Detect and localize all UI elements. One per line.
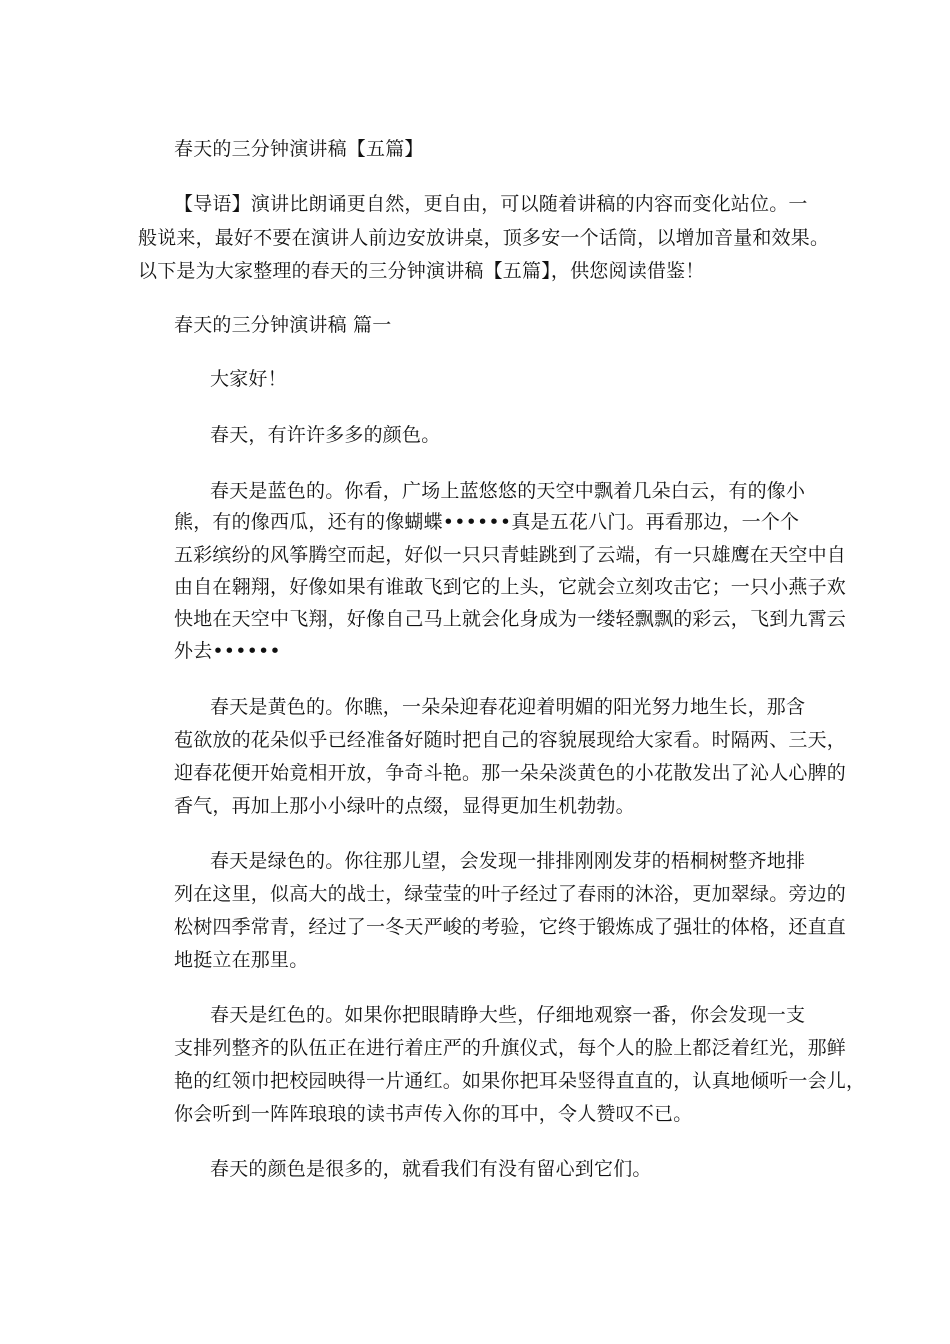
paragraph-2-line: 熊，有的像西瓜，还有的像蝴蝶••••••真是五花八门。再看那边，一个个 — [174, 511, 800, 533]
paragraph-3-line: 苞欲放的花朵似乎已经准备好随时把自己的容貌展现给大家看。时隔两、三天， — [174, 729, 847, 751]
paragraph-2-line: 由自在翱翔，好像如果有谁敢飞到它的上头，它就会立刻攻击它；一只小燕子欢 — [174, 576, 847, 598]
greeting: 大家好！ — [210, 368, 287, 390]
intro-line: 【导语】演讲比朗诵更自然，更自由，可以随着讲稿的内容而变化站位。一 — [174, 193, 808, 215]
paragraph-5-line: 艳的红领巾把校园映得一片通红。如果你把耳朵竖得直直的，认真地倾听一会儿， — [174, 1070, 866, 1092]
paragraph-6: 春天的颜色是很多的，就看我们有没有留心到它们。 — [210, 1158, 652, 1180]
paragraph-4-line: 春天是绿色的。你往那儿望，会发现一排排刚刚发芽的梧桐树整齐地排 — [210, 850, 806, 872]
paragraph-2-line: 春天是蓝色的。你看，广场上蓝悠悠的天空中飘着几朵白云，有的像小 — [210, 480, 806, 502]
paragraph-1: 春天，有许许多多的颜色。 — [210, 424, 441, 446]
paragraph-5-line: 支排列整齐的队伍正在进行着庄严的升旗仪式，每个人的脸上都泛着红光，那鲜 — [174, 1037, 847, 1059]
paragraph-3-line: 香气，再加上那小小绿叶的点缀，显得更加生机勃勃。 — [174, 795, 635, 817]
paragraph-3-line: 春天是黄色的。你瞧，一朵朵迎春花迎着明媚的阳光努力地生长，那含 — [210, 696, 806, 718]
paragraph-4-line: 地挺立在那里。 — [174, 949, 309, 971]
paragraph-2-line: 外去•••••• — [174, 640, 281, 662]
paragraph-4-line: 列在这里，似高大的战士，绿莹莹的叶子经过了春雨的沐浴，更加翠绿。旁边的 — [174, 883, 847, 905]
paragraph-2-line: 快地在天空中飞翔，好像自己马上就会化身成为一缕轻飘飘的彩云，飞到九霄云 — [174, 608, 847, 630]
paragraph-5-line: 你会听到一阵阵琅琅的读书声传入你的耳中，令人赞叹不已。 — [174, 1103, 693, 1125]
paragraph-4-line: 松树四季常青，经过了一冬天严峻的考验，它终于锻炼成了强壮的体格，还直直 — [174, 916, 847, 938]
paragraph-3-line: 迎春花便开始竟相开放，争奇斗艳。那一朵朵淡黄色的小花散发出了沁人心脾的 — [174, 762, 847, 784]
paragraph-5-line: 春天是红色的。如果你把眼睛睁大些，仔细地观察一番，你会发现一支 — [210, 1004, 806, 1026]
paragraph-2-line: 五彩缤纷的风筝腾空而起，好似一只只青蛙跳到了云端，有一只雄鹰在天空中自 — [174, 544, 847, 566]
section-title: 春天的三分钟演讲稿 篇一 — [174, 314, 392, 336]
document-title: 春天的三分钟演讲稿【五篇】 — [174, 138, 424, 160]
intro-line: 般说来，最好不要在演讲人前边安放讲桌，顶多安一个话筒，以增加音量和效果。 — [138, 227, 830, 249]
intro-line: 以下是为大家整理的春天的三分钟演讲稿【五篇】，供您阅读借鉴！ — [138, 260, 705, 282]
